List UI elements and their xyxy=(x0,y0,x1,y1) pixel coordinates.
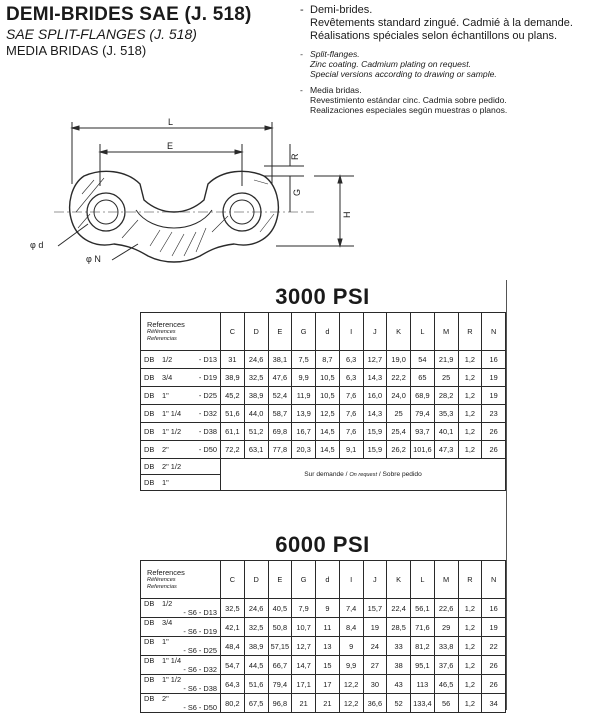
column-header: J xyxy=(363,313,387,351)
title-english: SAE SPLIT-FLANGES (J. 518) xyxy=(6,26,197,42)
dimension-label-h: H xyxy=(342,211,352,218)
table-row xyxy=(141,637,506,656)
value-cell: 21,9 xyxy=(434,351,458,369)
column-header: E xyxy=(268,313,292,351)
value-cell: 66,7 xyxy=(268,656,292,675)
value-cell: 79,4 xyxy=(411,405,435,423)
ref-prefix: DB xyxy=(144,445,155,454)
reference-cell xyxy=(141,618,221,637)
dimension-label-g: G xyxy=(292,188,302,196)
value-cell: 1,2 xyxy=(458,694,482,713)
spec-table-6000-psi xyxy=(140,560,506,713)
table-body xyxy=(141,351,506,459)
value-cell: 26 xyxy=(482,441,506,459)
value-cell: 54 xyxy=(411,351,435,369)
value-cell: 12,7 xyxy=(363,351,387,369)
value-cell: 12,2 xyxy=(339,675,363,694)
value-cell: 14,3 xyxy=(363,369,387,387)
bullet: - xyxy=(300,4,304,16)
value-cell: 63,1 xyxy=(244,441,268,459)
value-cell: 27 xyxy=(363,656,387,675)
value-cell: 1,2 xyxy=(458,618,482,637)
description-block xyxy=(300,4,596,121)
reference-cell xyxy=(141,441,221,459)
value-cell: 9 xyxy=(316,599,340,618)
dimension-label-e: E xyxy=(167,141,174,151)
ref-code: - S6 - D50 xyxy=(183,703,217,712)
value-cell: 113 xyxy=(411,675,435,694)
column-header: M xyxy=(434,561,458,599)
value-cell: 28,2 xyxy=(434,387,458,405)
value-cell: 25,4 xyxy=(387,423,411,441)
title-block xyxy=(6,4,291,59)
value-cell: 65 xyxy=(411,369,435,387)
reference-cell xyxy=(141,599,221,618)
on-request-note: Sur demande / On request / Sobre pedido xyxy=(221,459,506,491)
value-cell: 17,1 xyxy=(292,675,316,694)
reference-cell xyxy=(141,694,221,713)
reference-cell xyxy=(141,637,221,656)
value-cell: 16 xyxy=(482,599,506,618)
column-header: K xyxy=(387,561,411,599)
column-header: L xyxy=(411,561,435,599)
ref-size: 1/2 xyxy=(162,355,173,364)
ref-prefix: DB xyxy=(144,675,155,684)
value-cell: 38 xyxy=(387,656,411,675)
column-header: N xyxy=(482,313,506,351)
description-french xyxy=(300,4,596,43)
column-header: N xyxy=(482,561,506,599)
description-line: Realizaciones especiales según muestras o planos. xyxy=(310,105,508,115)
ref-size: 3/4 xyxy=(162,373,173,382)
value-cell: 16,0 xyxy=(363,387,387,405)
description-line: Réalisations spéciales selon échantillons ou plans. xyxy=(310,30,558,42)
table-row xyxy=(141,441,506,459)
value-cell: 1,2 xyxy=(458,675,482,694)
value-cell: 22 xyxy=(482,637,506,656)
ref-prefix: DB xyxy=(144,462,155,471)
value-cell: 16 xyxy=(482,351,506,369)
references-label-es: Referencias xyxy=(147,583,177,590)
table-header-row xyxy=(141,313,506,351)
value-cell: 68,9 xyxy=(411,387,435,405)
value-cell: 1,2 xyxy=(458,351,482,369)
value-cell: 7,6 xyxy=(339,405,363,423)
value-cell: 7,6 xyxy=(339,423,363,441)
description-spanish xyxy=(300,85,596,115)
value-cell: 7,4 xyxy=(339,599,363,618)
value-cell: 36,6 xyxy=(363,694,387,713)
ref-prefix: DB xyxy=(144,478,155,487)
value-cell: 81,2 xyxy=(411,637,435,656)
leader-line xyxy=(58,224,88,246)
note-en: On request xyxy=(349,472,378,478)
value-cell: 6,3 xyxy=(339,351,363,369)
ref-prefix: DB xyxy=(144,391,155,400)
ref-code: - S6 - D32 xyxy=(183,665,217,674)
value-cell: 21 xyxy=(316,694,340,713)
description-line: Split-flanges. xyxy=(310,49,360,59)
column-header: C xyxy=(221,313,245,351)
ref-code: - D50 xyxy=(198,445,217,454)
value-cell: 15 xyxy=(316,656,340,675)
references-header xyxy=(141,313,221,351)
description-line: Media bridas. xyxy=(310,85,362,95)
description-line: Special versions according to drawing or sample. xyxy=(310,69,497,79)
column-header: C xyxy=(221,561,245,599)
references-label-es: Referencias xyxy=(147,335,177,342)
references-label-fr: Références xyxy=(147,329,176,335)
ref-code: - D25 xyxy=(198,391,217,400)
ref-size: 2" xyxy=(162,445,169,454)
value-cell: 101,6 xyxy=(411,441,435,459)
column-header: d xyxy=(316,561,340,599)
value-cell: 13 xyxy=(316,637,340,656)
value-cell: 45,2 xyxy=(221,387,245,405)
value-cell: 32,5 xyxy=(244,618,268,637)
value-cell: 9,1 xyxy=(339,441,363,459)
ref-size: 1" 1/4 xyxy=(162,656,182,665)
value-cell: 24,6 xyxy=(244,599,268,618)
value-cell: 14,5 xyxy=(316,423,340,441)
ref-code: - S6 - D25 xyxy=(183,646,217,655)
value-cell: 25 xyxy=(434,369,458,387)
ref-size: 1" xyxy=(162,637,169,646)
arrow-icon xyxy=(235,150,242,154)
table-row xyxy=(141,694,506,713)
value-cell: 10,7 xyxy=(292,618,316,637)
value-cell: 29 xyxy=(434,618,458,637)
value-cell: 7,6 xyxy=(339,387,363,405)
column-header: E xyxy=(268,561,292,599)
value-cell: 1,2 xyxy=(458,656,482,675)
value-cell: 24,6 xyxy=(244,351,268,369)
value-cell: 72,2 xyxy=(221,441,245,459)
column-header: G xyxy=(292,561,316,599)
value-cell: 48,4 xyxy=(221,637,245,656)
value-cell: 15,9 xyxy=(363,441,387,459)
ref-prefix: DB xyxy=(144,355,155,364)
value-cell: 33 xyxy=(387,637,411,656)
column-header: D xyxy=(244,561,268,599)
value-cell: 47,3 xyxy=(434,441,458,459)
value-cell: 51,2 xyxy=(244,423,268,441)
table-row xyxy=(141,618,506,637)
arrow-icon xyxy=(100,150,107,154)
description-line: Zinc coating. Cadmium plating on request. xyxy=(310,59,471,69)
value-cell: 11 xyxy=(316,618,340,637)
column-header: d xyxy=(316,313,340,351)
references-header xyxy=(141,561,221,599)
ref-size: 1" 1/2 xyxy=(162,427,182,436)
value-cell: 22,4 xyxy=(387,599,411,618)
value-cell: 13,9 xyxy=(292,405,316,423)
ref-code: - S6 - D13 xyxy=(183,608,217,617)
ref-code: - S6 - D19 xyxy=(183,627,217,636)
ref-prefix: DB xyxy=(144,409,155,418)
value-cell: 93,7 xyxy=(411,423,435,441)
ref-size: 1" xyxy=(162,391,169,400)
value-cell: 54,7 xyxy=(221,656,245,675)
value-cell: 30 xyxy=(363,675,387,694)
value-cell: 33,8 xyxy=(434,637,458,656)
value-cell: 10,5 xyxy=(316,369,340,387)
reference-cell xyxy=(141,459,221,475)
value-cell: 1,2 xyxy=(458,369,482,387)
value-cell: 69,8 xyxy=(268,423,292,441)
table-header-row xyxy=(141,561,506,599)
page-divider xyxy=(506,280,507,710)
value-cell: 1,2 xyxy=(458,405,482,423)
value-cell: 8,7 xyxy=(316,351,340,369)
column-header: J xyxy=(363,561,387,599)
ref-size: 3/4 xyxy=(162,618,173,627)
value-cell: 9,9 xyxy=(292,369,316,387)
value-cell: 8,4 xyxy=(339,618,363,637)
value-cell: 52 xyxy=(387,694,411,713)
table-row xyxy=(141,459,506,475)
note-es: Sobre pedido xyxy=(382,471,422,478)
value-cell: 95,1 xyxy=(411,656,435,675)
value-cell: 51,6 xyxy=(244,675,268,694)
value-cell: 19 xyxy=(482,369,506,387)
value-cell: 14,3 xyxy=(363,405,387,423)
value-cell: 22,2 xyxy=(387,369,411,387)
ref-code: - D19 xyxy=(198,373,217,382)
value-cell: 20,3 xyxy=(292,441,316,459)
ref-prefix: DB xyxy=(144,373,155,382)
value-cell: 50,8 xyxy=(268,618,292,637)
value-cell: 47,6 xyxy=(268,369,292,387)
column-header: D xyxy=(244,313,268,351)
column-header: G xyxy=(292,313,316,351)
value-cell: 57,15 xyxy=(268,637,292,656)
column-header: I xyxy=(339,313,363,351)
value-cell: 23 xyxy=(482,405,506,423)
value-cell: 58,7 xyxy=(268,405,292,423)
value-cell: 25 xyxy=(387,405,411,423)
description-line: Demi-brides. xyxy=(310,4,373,16)
value-cell: 133,4 xyxy=(411,694,435,713)
value-cell: 1,2 xyxy=(458,637,482,656)
ref-size: 1" xyxy=(162,478,169,487)
split-flange-drawing xyxy=(14,114,384,274)
value-cell: 80,2 xyxy=(221,694,245,713)
value-cell: 71,6 xyxy=(411,618,435,637)
value-cell: 24,0 xyxy=(387,387,411,405)
value-cell: 12,2 xyxy=(339,694,363,713)
value-cell: 44,5 xyxy=(244,656,268,675)
value-cell: 1,2 xyxy=(458,441,482,459)
value-cell: 12,7 xyxy=(292,637,316,656)
value-cell: 64,3 xyxy=(221,675,245,694)
reference-cell xyxy=(141,675,221,694)
value-cell: 31 xyxy=(221,351,245,369)
value-cell: 19 xyxy=(363,618,387,637)
reference-cell xyxy=(141,351,221,369)
value-cell: 61,1 xyxy=(221,423,245,441)
arrow-icon xyxy=(338,176,342,183)
ref-code: - D13 xyxy=(198,355,217,364)
ref-code: - D38 xyxy=(198,427,217,436)
ref-code: - S6 - D38 xyxy=(183,684,217,693)
value-cell: 11,9 xyxy=(292,387,316,405)
value-cell: 37,6 xyxy=(434,656,458,675)
dimension-label-d: φ d xyxy=(30,240,44,250)
value-cell: 15,9 xyxy=(363,423,387,441)
value-cell: 44,0 xyxy=(244,405,268,423)
reference-cell xyxy=(141,369,221,387)
value-cell: 42,1 xyxy=(221,618,245,637)
dimension-label-n: φ N xyxy=(86,254,101,264)
ref-prefix: DB xyxy=(144,637,155,646)
dimension-label-l: L xyxy=(168,117,174,127)
arrow-icon xyxy=(265,126,272,130)
references-label: References xyxy=(147,568,185,577)
value-cell: 40,5 xyxy=(268,599,292,618)
value-cell: 79,4 xyxy=(268,675,292,694)
value-cell: 67,5 xyxy=(244,694,268,713)
value-cell: 26 xyxy=(482,423,506,441)
reference-cell xyxy=(141,475,221,491)
value-cell: 1,2 xyxy=(458,599,482,618)
table-row xyxy=(141,423,506,441)
dimension-label-r: R xyxy=(290,153,300,160)
table-row xyxy=(141,405,506,423)
value-cell: 96,8 xyxy=(268,694,292,713)
psi-6000-title: 6000 PSI xyxy=(275,532,370,557)
value-cell: 35,3 xyxy=(434,405,458,423)
value-cell: 1,2 xyxy=(458,423,482,441)
value-cell: 12,5 xyxy=(316,405,340,423)
reference-cell xyxy=(141,656,221,675)
value-cell: 15,7 xyxy=(363,599,387,618)
table-row xyxy=(141,656,506,675)
column-header: M xyxy=(434,313,458,351)
ref-prefix: DB xyxy=(144,618,155,627)
value-cell: 38,9 xyxy=(244,387,268,405)
value-cell: 34 xyxy=(482,694,506,713)
value-cell: 16,7 xyxy=(292,423,316,441)
ref-size: 1/2 xyxy=(162,599,173,608)
value-cell: 19 xyxy=(482,387,506,405)
value-cell: 7,9 xyxy=(292,599,316,618)
flange-outline xyxy=(70,171,279,262)
spec-table-3000-psi xyxy=(140,312,506,491)
ref-prefix: DB xyxy=(144,656,155,665)
value-cell: 52,4 xyxy=(268,387,292,405)
table-row xyxy=(141,387,506,405)
value-cell: 9,9 xyxy=(339,656,363,675)
description-line: Revêtements standard zingué. Cadmié à la demande. xyxy=(310,17,573,29)
value-cell: 38,9 xyxy=(244,637,268,656)
title-french: DEMI-BRIDES SAE (J. 518) xyxy=(6,4,252,25)
column-header: I xyxy=(339,561,363,599)
value-cell: 38,1 xyxy=(268,351,292,369)
ref-size: 1" 1/2 xyxy=(162,675,182,684)
value-cell: 28,5 xyxy=(387,618,411,637)
ref-prefix: DB xyxy=(144,599,155,608)
ref-prefix: DB xyxy=(144,694,155,703)
arrow-icon xyxy=(72,126,79,130)
reference-cell xyxy=(141,405,221,423)
value-cell: 32,5 xyxy=(221,599,245,618)
value-cell: 14,7 xyxy=(292,656,316,675)
value-cell: 38,9 xyxy=(221,369,245,387)
value-cell: 24 xyxy=(363,637,387,656)
value-cell: 32,5 xyxy=(244,369,268,387)
value-cell: 1,2 xyxy=(458,387,482,405)
bullet: - xyxy=(300,85,303,95)
table-row xyxy=(141,351,506,369)
column-header: K xyxy=(387,313,411,351)
note-fr: Sur demande xyxy=(304,471,344,478)
bullet: - xyxy=(300,49,303,59)
value-cell: 14,5 xyxy=(316,441,340,459)
value-cell: 26,2 xyxy=(387,441,411,459)
table-row xyxy=(141,599,506,618)
psi-3000-title: 3000 PSI xyxy=(275,284,370,309)
value-cell: 77,8 xyxy=(268,441,292,459)
ref-prefix: DB xyxy=(144,427,155,436)
value-cell: 6,3 xyxy=(339,369,363,387)
table-row xyxy=(141,369,506,387)
value-cell: 26 xyxy=(482,656,506,675)
value-cell: 51,6 xyxy=(221,405,245,423)
value-cell: 21 xyxy=(292,694,316,713)
value-cell: 56 xyxy=(434,694,458,713)
value-cell: 7,5 xyxy=(292,351,316,369)
reference-cell xyxy=(141,423,221,441)
table-row xyxy=(141,675,506,694)
value-cell: 56,1 xyxy=(411,599,435,618)
description-english xyxy=(300,49,596,79)
value-cell: 22,6 xyxy=(434,599,458,618)
value-cell: 19 xyxy=(482,618,506,637)
column-header: R xyxy=(458,561,482,599)
value-cell: 43 xyxy=(387,675,411,694)
references-label-fr: Références xyxy=(147,577,176,583)
table-body xyxy=(141,599,506,713)
ref-code: - D32 xyxy=(198,409,217,418)
arrow-icon xyxy=(338,239,342,246)
column-header: R xyxy=(458,313,482,351)
value-cell: 9 xyxy=(339,637,363,656)
description-line: Revestimiento estándar cinc. Cadmia sobre pedido. xyxy=(310,95,507,105)
value-cell: 46,5 xyxy=(434,675,458,694)
ref-size: 2" 1/2 xyxy=(162,462,182,471)
ref-size: 2" xyxy=(162,694,169,703)
value-cell: 17 xyxy=(316,675,340,694)
value-cell: 19,0 xyxy=(387,351,411,369)
ref-size: 1" 1/4 xyxy=(162,409,182,418)
title-spanish: MEDIA BRIDAS (J. 518) xyxy=(6,43,147,58)
column-header: L xyxy=(411,313,435,351)
value-cell: 26 xyxy=(482,675,506,694)
reference-cell xyxy=(141,387,221,405)
references-label: References xyxy=(147,320,185,329)
value-cell: 10,5 xyxy=(316,387,340,405)
hatching xyxy=(76,178,274,256)
value-cell: 40,1 xyxy=(434,423,458,441)
